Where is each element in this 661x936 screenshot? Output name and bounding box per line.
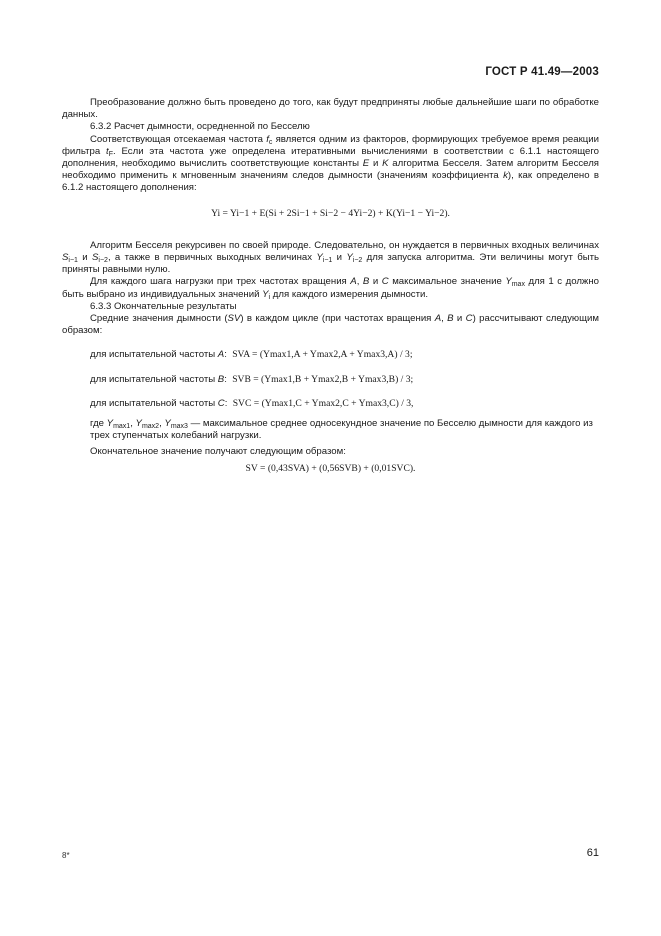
paragraph-cutoff-frequency: Соответствующая отсекаемая частота $f_c$ является одним из факторов, формирующих требуемое время реакции фильтра $t_F$. Если эта частота уже определена итеративными вычислениями в соответствии с 6.1.1 настоящего дополнения, необходимо вычислить соответствующие константы E и K алгоритма Бесселя. Затем алгоритм Бесселя необходимо применить к мгновенным значениям следов дымности (значениям коэффициента k), как определено в 6.1.2 настоящего дополнения: (62, 133, 599, 194)
page-content (62, 97, 599, 475)
final-formula: SV = (0,43SVA) + (0,56SVB) + (0,01SVC). (245, 462, 416, 474)
formula-line-b: для испытательной частоты B: SVB = (Ymax1,B + Ymax2,B + Ymax3,B) / 3; (90, 373, 414, 385)
section-heading-6-3-3: 6.3.3 Окончательные результаты (90, 300, 237, 312)
footer-sheet-mark: 8* (62, 851, 70, 860)
formula-line-a: для испытательной частоты A: SVA = (Ymax1,A + Ymax2,A + Ymax3,A) / 3; (90, 349, 413, 361)
paragraph-final-value: Окончательное значение получают следующим образом: (90, 446, 346, 458)
bessel-formula: Yi = Yi−1 + E(Si + 2Si−1 + Si−2 − 4Yi−2) + K(Yi−1 − Yi−2). (211, 207, 450, 219)
where-definition: где $Y_{max1}$, $Y_{max2}$, $Y_{max3}$ — максимальное среднее односекундное значение по Бесселю дымности для каждого из трех ступенчатых колебаний нагрузки. (90, 418, 593, 442)
paragraph-recursive: Алгоритм Бесселя рекурсивен по своей природе. Следовательно, он нуждается в первичных входных величинах $S_{i-1}$ и $S_{i-2}$, а также в первичных выходных величинах $Y_{i-1}$ и $Y_{i-2}$ для запуска алгоритма. Эти величины могут быть приняты равными нулю. (62, 239, 599, 276)
paragraph-average-values: Средние значения дымности (SV) в каждом цикле (при частотах вращения A, B и C) рассчитывают следующим образом: (62, 313, 599, 337)
page-number: 61 (586, 847, 599, 859)
section-heading-6-3-2: 6.3.2 Расчет дымности, осредненной по Бесселю (90, 121, 310, 133)
formula-line-c: для испытательной частоты C: SVC = (Ymax1,C + Ymax2,C + Ymax3,C) / 3, (90, 397, 414, 409)
document-id-header: ГОСТ Р 41.49—2003 (485, 66, 599, 78)
paragraph-load-step: Для каждого шага нагрузки при трех частотах вращения A, B и C максимальное значение $Y_{max}$ для 1 с должно быть выбрано из индивидуальных значений $Y_i$ для каждого измерения дымности. (62, 276, 599, 301)
paragraph-conversion: Преобразование должно быть проведено до того, как будут предприняты любые дальнейшие шаги по обработке данных. (62, 97, 599, 121)
